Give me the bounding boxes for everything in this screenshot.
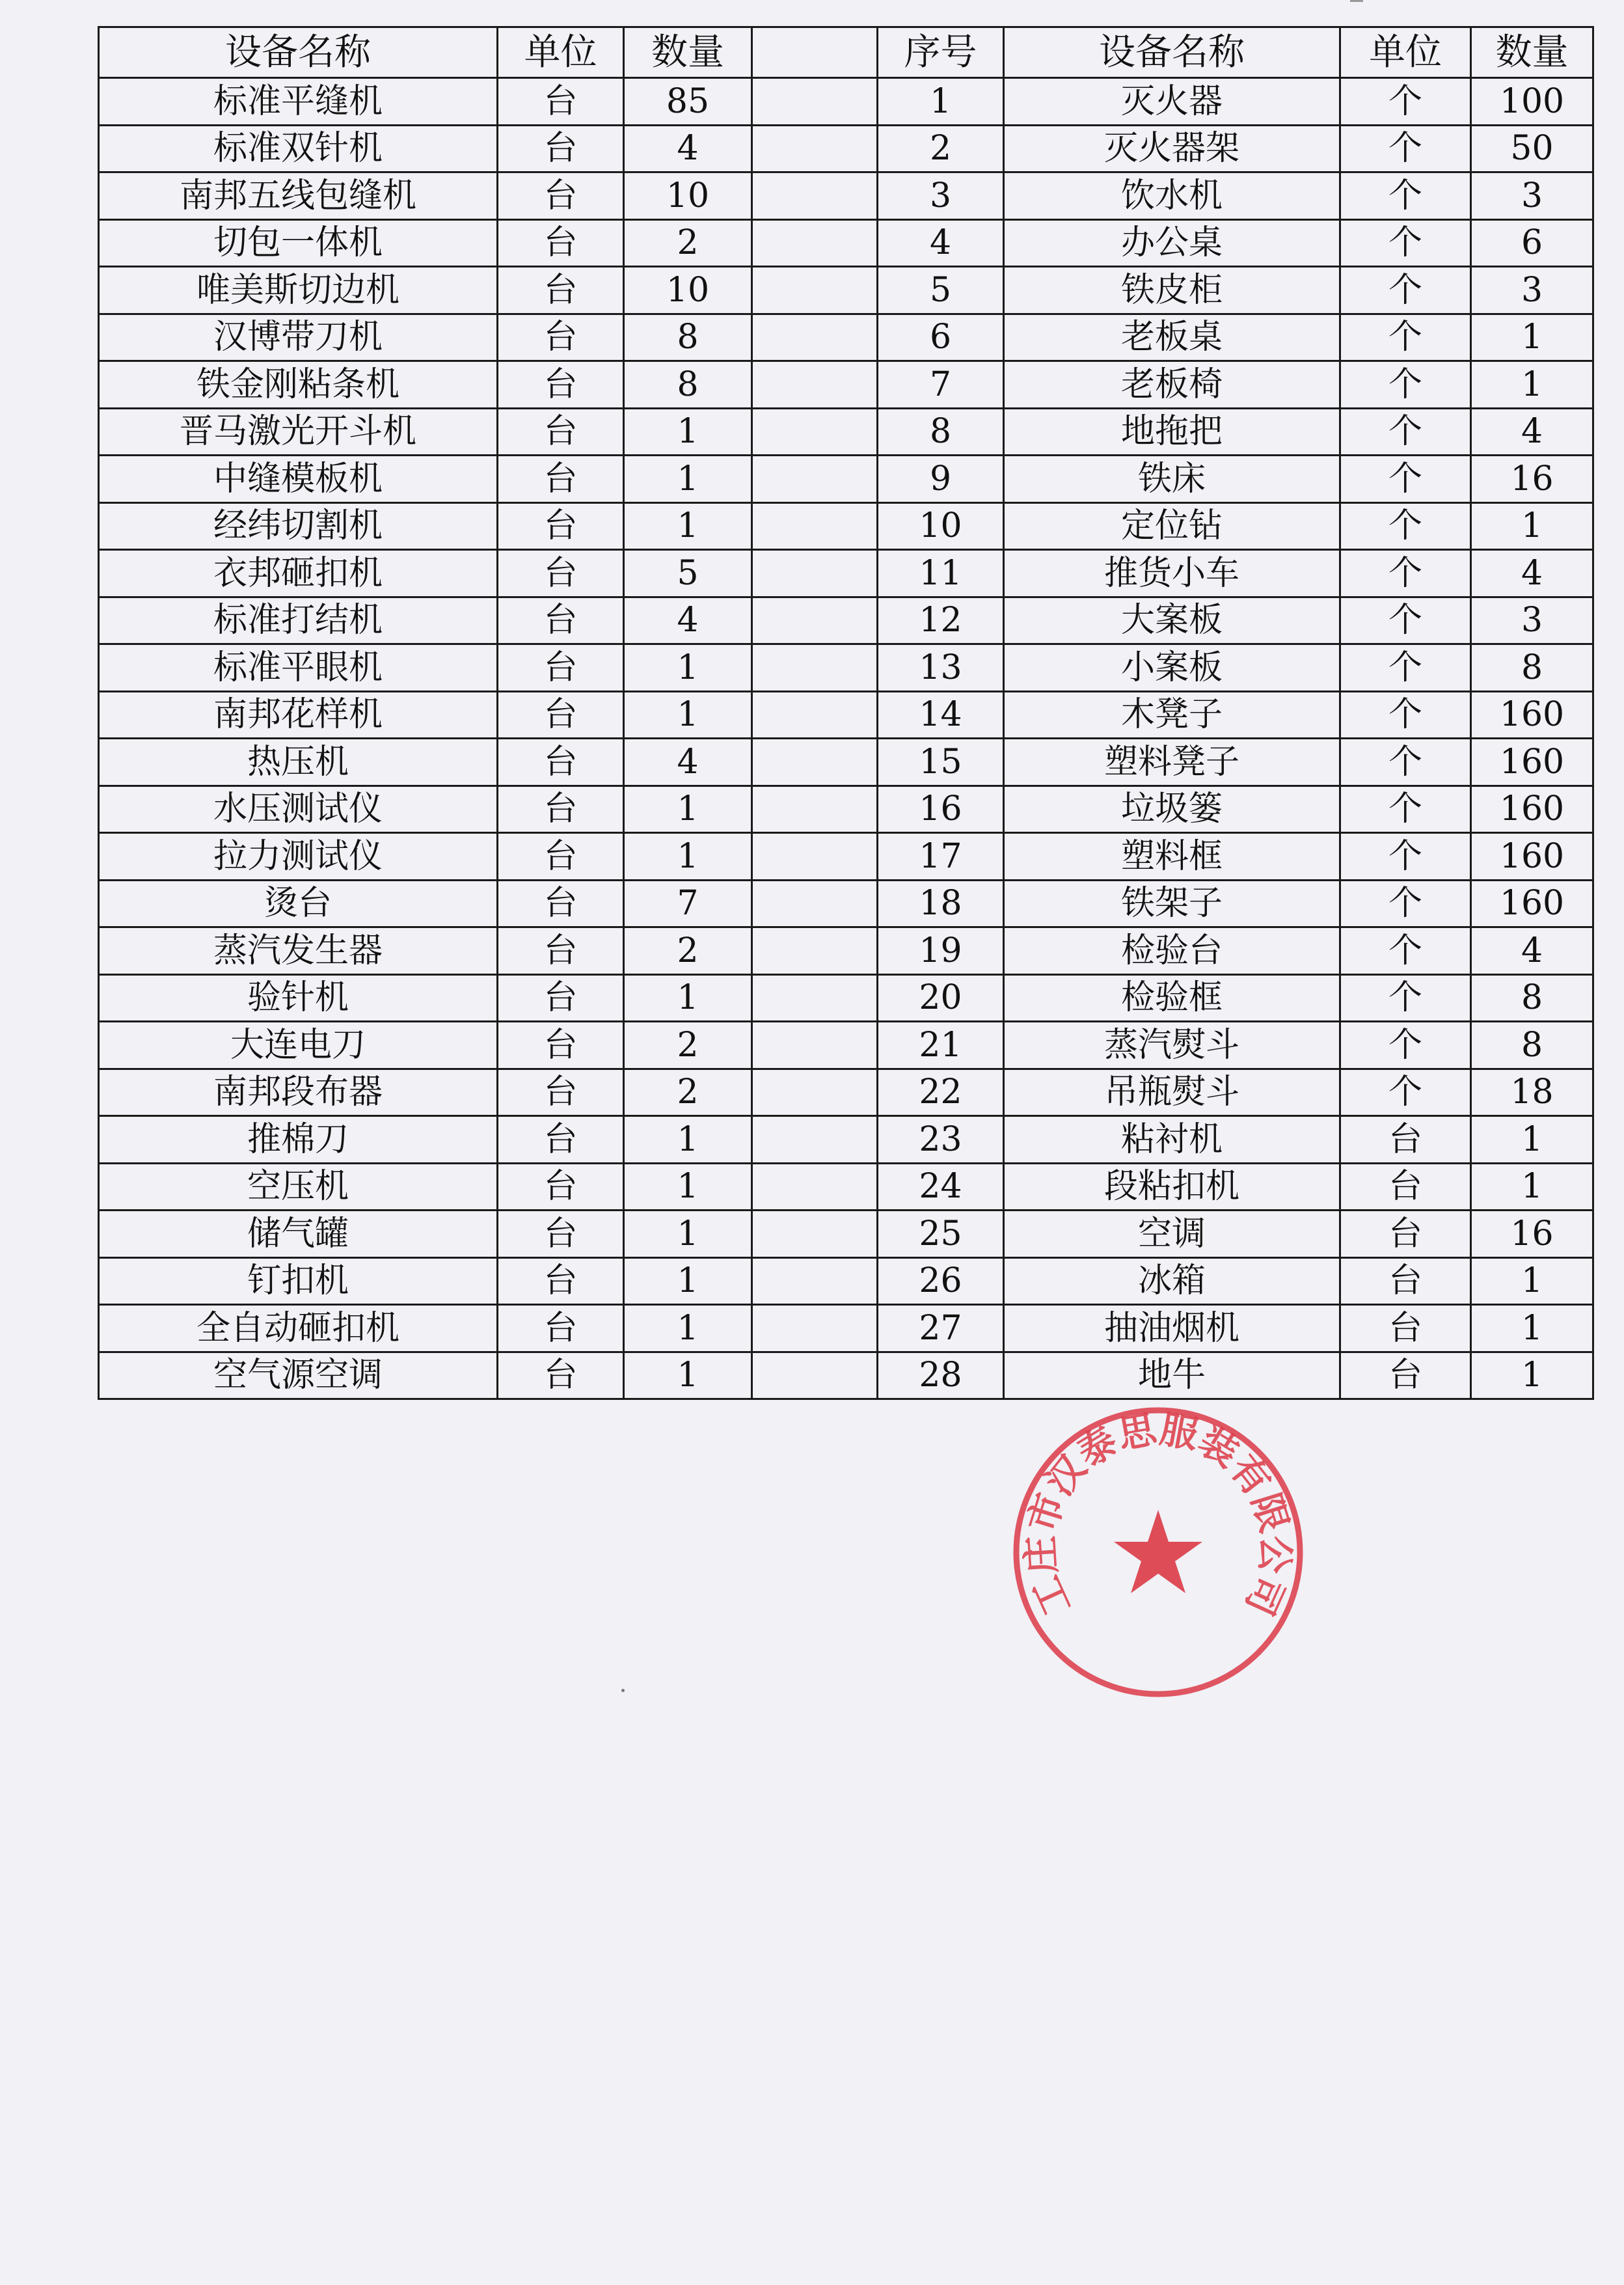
cell-right-unit: 个: [1340, 1069, 1471, 1116]
seal-text: 工庄市汉泰思服装有限公司: [1018, 1406, 1299, 1622]
cell-right-unit: 个: [1340, 786, 1471, 833]
cell-left-unit: 台: [498, 314, 624, 361]
cell-left-blank: [752, 502, 878, 550]
cell-left-unit: 台: [498, 502, 624, 550]
table-row: [99, 125, 1593, 172]
cell-left-qty: 10: [624, 172, 752, 220]
cell-right-qty: 4: [1471, 550, 1593, 597]
table-row: [99, 691, 1593, 739]
cell-left-blank: [752, 219, 878, 267]
cell-left-blank: [752, 833, 878, 881]
cell-left-qty: 1: [624, 1352, 752, 1399]
cell-left-blank: [752, 1022, 878, 1069]
cell-left-name: 大连电刀: [99, 1022, 498, 1069]
cell-left-name: 蒸汽发生器: [99, 927, 498, 975]
cell-seq: 23: [878, 1116, 1004, 1164]
cell-right-qty: 6: [1471, 219, 1593, 267]
cell-right-qty: 16: [1471, 456, 1593, 503]
cell-left-name: 标准双针机: [99, 125, 498, 172]
cell-left-unit: 台: [498, 597, 624, 644]
table-row: [99, 786, 1593, 833]
cell-left-blank: [752, 739, 878, 786]
cell-left-qty: 8: [624, 361, 752, 409]
cell-right-name: 段粘扣机: [1004, 1163, 1340, 1211]
cell-left-name: 烫台: [99, 880, 498, 927]
cell-left-name: 验针机: [99, 974, 498, 1022]
cell-seq: 27: [878, 1305, 1004, 1352]
cell-right-name: 饮水机: [1004, 172, 1340, 220]
table-row: [99, 1069, 1593, 1116]
table-row: [99, 644, 1593, 692]
table-row: [99, 597, 1593, 644]
cell-left-name: 推棉刀: [99, 1116, 498, 1164]
cell-left-unit: 台: [498, 1211, 624, 1258]
cell-seq: 19: [878, 927, 1004, 975]
table-row: [99, 456, 1593, 503]
cell-left-blank: [752, 1163, 878, 1211]
header-left-unit: 单位: [498, 27, 624, 78]
cell-right-qty: 100: [1471, 78, 1593, 126]
cell-seq: 8: [878, 408, 1004, 456]
cell-right-unit: 个: [1340, 502, 1471, 550]
cell-seq: 6: [878, 314, 1004, 361]
cell-left-unit: 台: [498, 974, 624, 1022]
cell-right-qty: 160: [1471, 786, 1593, 833]
table-row: [99, 267, 1593, 314]
cell-right-name: 冰箱: [1004, 1257, 1340, 1305]
company-seal-stamp: [1005, 1399, 1311, 1705]
cell-right-unit: 个: [1340, 78, 1471, 126]
cell-seq: 1: [878, 78, 1004, 126]
table-row: [99, 1211, 1593, 1258]
cell-right-name: 塑料框: [1004, 833, 1340, 881]
cell-left-name: 切包一体机: [99, 219, 498, 267]
cell-right-unit: 个: [1340, 880, 1471, 927]
cell-right-unit: 个: [1340, 172, 1471, 220]
cell-right-name: 检验框: [1004, 974, 1340, 1022]
cell-right-unit: 个: [1340, 408, 1471, 456]
cell-left-qty: 1: [624, 1305, 752, 1352]
cell-left-name: 晋马激光开斗机: [99, 408, 498, 456]
cell-left-blank: [752, 125, 878, 172]
cell-right-name: 大案板: [1004, 597, 1340, 644]
table-row: [99, 739, 1593, 786]
cell-seq: 7: [878, 361, 1004, 409]
cell-left-qty: 1: [624, 786, 752, 833]
table-row: [99, 833, 1593, 881]
cell-left-blank: [752, 361, 878, 409]
cell-right-qty: 4: [1471, 408, 1593, 456]
cell-left-blank: [752, 78, 878, 126]
cell-right-name: 推货小车: [1004, 550, 1340, 597]
cell-left-qty: 2: [624, 1069, 752, 1116]
table-row: [99, 314, 1593, 361]
table-row: [99, 172, 1593, 220]
cell-left-unit: 台: [498, 408, 624, 456]
table-row: [99, 880, 1593, 927]
cell-left-qty: 1: [624, 974, 752, 1022]
cell-right-qty: 160: [1471, 691, 1593, 739]
cell-right-name: 铁床: [1004, 456, 1340, 503]
cell-right-qty: 8: [1471, 1022, 1593, 1069]
cell-left-unit: 台: [498, 1069, 624, 1116]
cell-left-qty: 1: [624, 833, 752, 881]
cell-left-unit: 台: [498, 219, 624, 267]
cell-left-qty: 4: [624, 739, 752, 786]
cell-right-name: 抽油烟机: [1004, 1305, 1340, 1352]
cell-left-qty: 8: [624, 314, 752, 361]
cell-left-blank: [752, 880, 878, 927]
cell-right-name: 灭火器: [1004, 78, 1340, 126]
cell-right-qty: 1: [1471, 1257, 1593, 1305]
cell-right-unit: 个: [1340, 691, 1471, 739]
cell-left-name: 空气源空调: [99, 1352, 498, 1399]
header-seq: 序号: [878, 27, 1004, 78]
cell-left-qty: 1: [624, 1257, 752, 1305]
cell-left-unit: 台: [498, 1116, 624, 1164]
cell-left-unit: 台: [498, 644, 624, 692]
table-row: [99, 1163, 1593, 1211]
cell-left-name: 钉扣机: [99, 1257, 498, 1305]
cell-right-unit: 台: [1340, 1116, 1471, 1164]
cell-left-name: 南邦五线包缝机: [99, 172, 498, 220]
table-row: [99, 78, 1593, 126]
cell-left-unit: 台: [498, 361, 624, 409]
cell-left-unit: 台: [498, 550, 624, 597]
cell-left-unit: 台: [498, 1352, 624, 1399]
cell-left-blank: [752, 1352, 878, 1399]
cell-seq: 17: [878, 833, 1004, 881]
cell-left-name: 水压测试仪: [99, 786, 498, 833]
cell-seq: 21: [878, 1022, 1004, 1069]
cell-left-unit: 台: [498, 691, 624, 739]
cell-right-unit: 个: [1340, 597, 1471, 644]
cell-left-name: 标准打结机: [99, 597, 498, 644]
cell-right-unit: 个: [1340, 974, 1471, 1022]
cell-left-blank: [752, 408, 878, 456]
cell-left-qty: 1: [624, 691, 752, 739]
seal-star-icon: [1114, 1510, 1202, 1593]
cell-left-blank: [752, 267, 878, 314]
cell-left-name: 唯美斯切边机: [99, 267, 498, 314]
cell-left-blank: [752, 786, 878, 833]
cell-seq: 24: [878, 1163, 1004, 1211]
table-row: [99, 974, 1593, 1022]
cell-left-unit: 台: [498, 125, 624, 172]
cell-seq: 4: [878, 219, 1004, 267]
cell-seq: 10: [878, 502, 1004, 550]
cell-right-name: 铁架子: [1004, 880, 1340, 927]
cell-right-name: 地拖把: [1004, 408, 1340, 456]
cell-seq: 9: [878, 456, 1004, 503]
cell-seq: 26: [878, 1257, 1004, 1305]
cell-left-name: 铁金刚粘条机: [99, 361, 498, 409]
cell-left-name: 储气罐: [99, 1211, 498, 1258]
cell-right-qty: 8: [1471, 644, 1593, 692]
cell-right-qty: 160: [1471, 739, 1593, 786]
cell-left-unit: 台: [498, 1305, 624, 1352]
table-row: [99, 1352, 1593, 1399]
table-row: [99, 219, 1593, 267]
cell-right-name: 铁皮柜: [1004, 267, 1340, 314]
cell-right-name: 办公桌: [1004, 219, 1340, 267]
cell-left-blank: [752, 927, 878, 975]
cell-left-unit: 台: [498, 927, 624, 975]
cell-left-name: 空压机: [99, 1163, 498, 1211]
header-right-qty: 数量: [1471, 27, 1593, 78]
cell-left-name: 中缝模板机: [99, 456, 498, 503]
cell-right-qty: 1: [1471, 1352, 1593, 1399]
cell-left-qty: 2: [624, 927, 752, 975]
cell-left-qty: 1: [624, 1211, 752, 1258]
cell-right-qty: 160: [1471, 880, 1593, 927]
cell-right-qty: 4: [1471, 927, 1593, 975]
table-row: [99, 361, 1593, 409]
table-row: [99, 1116, 1593, 1164]
cell-left-qty: 85: [624, 78, 752, 126]
header-right-unit: 单位: [1340, 27, 1471, 78]
cell-left-qty: 5: [624, 550, 752, 597]
cell-left-name: 经纬切割机: [99, 502, 498, 550]
table-row: [99, 550, 1593, 597]
header-left-blank: [752, 27, 878, 78]
cell-right-unit: 台: [1340, 1305, 1471, 1352]
cell-left-blank: [752, 456, 878, 503]
cell-left-blank: [752, 314, 878, 361]
cell-right-name: 空调: [1004, 1211, 1340, 1258]
cell-right-unit: 个: [1340, 1022, 1471, 1069]
cell-right-qty: 16: [1471, 1211, 1593, 1258]
equipment-table: [98, 26, 1594, 1400]
cell-left-unit: 台: [498, 786, 624, 833]
cell-right-unit: 个: [1340, 739, 1471, 786]
cell-left-unit: 台: [498, 78, 624, 126]
cell-left-blank: [752, 1116, 878, 1164]
cell-left-blank: [752, 1069, 878, 1116]
cell-right-name: 垃圾篓: [1004, 786, 1340, 833]
cell-left-qty: 1: [624, 502, 752, 550]
cell-seq: 18: [878, 880, 1004, 927]
header-left-qty: 数量: [624, 27, 752, 78]
cell-right-unit: 台: [1340, 1352, 1471, 1399]
cell-left-unit: 台: [498, 1163, 624, 1211]
cell-left-blank: [752, 691, 878, 739]
cell-right-unit: 个: [1340, 927, 1471, 975]
cell-right-qty: 18: [1471, 1069, 1593, 1116]
cell-left-unit: 台: [498, 1022, 624, 1069]
cell-left-qty: 2: [624, 1022, 752, 1069]
cell-right-unit: 个: [1340, 361, 1471, 409]
cell-right-name: 灭火器架: [1004, 125, 1340, 172]
cell-left-qty: 1: [624, 1116, 752, 1164]
cell-right-name: 老板椅: [1004, 361, 1340, 409]
table-header-row: [99, 27, 1593, 78]
cell-right-qty: 3: [1471, 267, 1593, 314]
cell-left-name: 热压机: [99, 739, 498, 786]
cell-left-unit: 台: [498, 739, 624, 786]
cell-left-blank: [752, 172, 878, 220]
cell-right-unit: 个: [1340, 550, 1471, 597]
cell-left-qty: 1: [624, 1163, 752, 1211]
cell-left-qty: 4: [624, 125, 752, 172]
cell-seq: 15: [878, 739, 1004, 786]
cell-right-unit: 个: [1340, 644, 1471, 692]
cell-left-name: 标准平缝机: [99, 78, 498, 126]
cell-seq: 11: [878, 550, 1004, 597]
cell-left-qty: 2: [624, 219, 752, 267]
cell-left-unit: 台: [498, 1257, 624, 1305]
cell-seq: 13: [878, 644, 1004, 692]
cell-right-name: 检验台: [1004, 927, 1340, 975]
cell-right-unit: 个: [1340, 219, 1471, 267]
cell-left-qty: 4: [624, 597, 752, 644]
table-row: [99, 408, 1593, 456]
cell-right-unit: 个: [1340, 125, 1471, 172]
cell-seq: 25: [878, 1211, 1004, 1258]
cell-seq: 14: [878, 691, 1004, 739]
cell-seq: 22: [878, 1069, 1004, 1116]
cell-right-name: 定位钻: [1004, 502, 1340, 550]
cell-right-unit: 台: [1340, 1257, 1471, 1305]
table-row: [99, 1022, 1593, 1069]
cell-left-blank: [752, 1305, 878, 1352]
svg-text:工庄市汉泰思服装有限公司: [1018, 1406, 1299, 1622]
cell-right-qty: 1: [1471, 502, 1593, 550]
cell-right-qty: 1: [1471, 361, 1593, 409]
cell-left-blank: [752, 597, 878, 644]
cell-left-name: 全自动砸扣机: [99, 1305, 498, 1352]
cell-seq: 3: [878, 172, 1004, 220]
table-row: [99, 502, 1593, 550]
table-row: [99, 1305, 1593, 1352]
cell-left-name: 南邦段布器: [99, 1069, 498, 1116]
cell-right-name: 塑料凳子: [1004, 739, 1340, 786]
cell-right-unit: 台: [1340, 1163, 1471, 1211]
cell-left-name: 拉力测试仪: [99, 833, 498, 881]
header-left-name: 设备名称: [99, 27, 498, 78]
cell-seq: 16: [878, 786, 1004, 833]
edge-mark: [1350, 0, 1363, 2]
cell-left-unit: 台: [498, 880, 624, 927]
cell-right-qty: 8: [1471, 974, 1593, 1022]
cell-left-qty: 10: [624, 267, 752, 314]
cell-right-unit: 个: [1340, 456, 1471, 503]
cell-right-qty: 3: [1471, 597, 1593, 644]
cell-left-blank: [752, 1257, 878, 1305]
cell-left-qty: 1: [624, 456, 752, 503]
cell-left-unit: 台: [498, 456, 624, 503]
cell-right-qty: 1: [1471, 314, 1593, 361]
cell-right-name: 木凳子: [1004, 691, 1340, 739]
cell-right-qty: 1: [1471, 1116, 1593, 1164]
cell-right-name: 粘衬机: [1004, 1116, 1340, 1164]
cell-right-unit: 个: [1340, 833, 1471, 881]
cell-left-qty: 1: [624, 408, 752, 456]
cell-right-unit: 个: [1340, 267, 1471, 314]
cell-right-qty: 1: [1471, 1163, 1593, 1211]
cell-left-blank: [752, 550, 878, 597]
cell-left-name: 标准平眼机: [99, 644, 498, 692]
cell-right-name: 吊瓶熨斗: [1004, 1069, 1340, 1116]
cell-left-qty: 7: [624, 880, 752, 927]
cell-left-name: 衣邦砸扣机: [99, 550, 498, 597]
cell-seq: 20: [878, 974, 1004, 1022]
cell-left-blank: [752, 644, 878, 692]
table-row: [99, 1257, 1593, 1305]
speck: [621, 1689, 625, 1692]
cell-left-unit: 台: [498, 267, 624, 314]
cell-left-name: 汉博带刀机: [99, 314, 498, 361]
cell-right-qty: 1: [1471, 1305, 1593, 1352]
cell-right-qty: 50: [1471, 125, 1593, 172]
cell-right-unit: 个: [1340, 314, 1471, 361]
cell-left-blank: [752, 1211, 878, 1258]
cell-right-name: 小案板: [1004, 644, 1340, 692]
cell-right-unit: 台: [1340, 1211, 1471, 1258]
cell-seq: 28: [878, 1352, 1004, 1399]
cell-left-unit: 台: [498, 172, 624, 220]
cell-right-name: 地牛: [1004, 1352, 1340, 1399]
cell-left-blank: [752, 974, 878, 1022]
cell-right-qty: 3: [1471, 172, 1593, 220]
cell-seq: 2: [878, 125, 1004, 172]
cell-right-qty: 160: [1471, 833, 1593, 881]
table-row: [99, 927, 1593, 975]
cell-left-unit: 台: [498, 833, 624, 881]
cell-seq: 12: [878, 597, 1004, 644]
cell-right-name: 蒸汽熨斗: [1004, 1022, 1340, 1069]
cell-seq: 5: [878, 267, 1004, 314]
cell-right-name: 老板桌: [1004, 314, 1340, 361]
cell-left-qty: 1: [624, 644, 752, 692]
cell-left-name: 南邦花样机: [99, 691, 498, 739]
header-right-name: 设备名称: [1004, 27, 1340, 78]
